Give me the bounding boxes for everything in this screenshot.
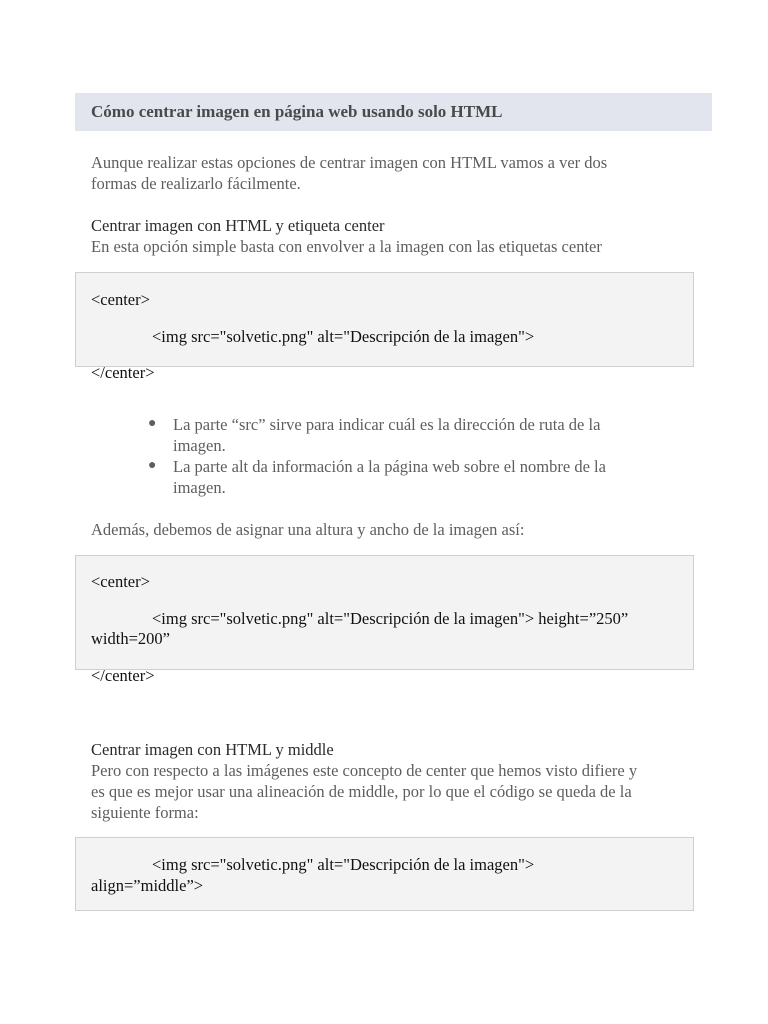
code1-img-tag: <img src="solvetic.png" alt="Descripción de la imagen"> bbox=[152, 327, 535, 346]
section1-title: Centrar imagen con HTML y etiqueta center bbox=[91, 216, 385, 235]
code3-line-2: align=”middle”> bbox=[91, 876, 204, 895]
section2-paragraph bbox=[91, 760, 637, 823]
bullet-2-line-1: La parte alt da información a la página web sobre el nombre de la bbox=[173, 457, 606, 476]
bullet-icon: ● bbox=[148, 458, 157, 473]
section2-line-2: es que es mejor usar una alineación de middle, por lo que el código se queda de la bbox=[91, 782, 632, 801]
code2-img-line-1: <img src="solvetic.png" alt="Descripción de la imagen"> height=”250” bbox=[152, 609, 629, 628]
code2-img-line-2: width=200” bbox=[91, 629, 170, 648]
section1-description: En esta opción simple basta con envolver a la imagen con las etiquetas center bbox=[91, 237, 602, 256]
page-title: Cómo centrar imagen en página web usando solo HTML bbox=[91, 102, 503, 121]
bullet-icon: ● bbox=[148, 416, 157, 431]
intro-paragraph bbox=[91, 152, 607, 194]
code2-close-tag: </center> bbox=[91, 666, 155, 685]
bullet-1-line-2: imagen. bbox=[173, 436, 226, 455]
section2-title: Centrar imagen con HTML y middle bbox=[91, 740, 334, 759]
section2-line-3: siguiente forma: bbox=[91, 803, 199, 822]
code-block-1 bbox=[75, 272, 694, 367]
bullet-list bbox=[148, 414, 668, 498]
code1-close-tag: </center> bbox=[91, 363, 155, 382]
size-note: Además, debemos de asignar una altura y ancho de la imagen así: bbox=[91, 520, 525, 539]
list-item bbox=[148, 456, 668, 498]
intro-line-1: Aunque realizar estas opciones de centrar imagen con HTML vamos a ver dos bbox=[91, 153, 608, 172]
section2-line-1: Pero con respecto a las imágenes este concepto de center que hemos visto difiere y bbox=[91, 761, 638, 780]
bullet-1-line-1: La parte “src” sirve para indicar cuál es la dirección de ruta de la bbox=[173, 415, 601, 434]
code1-open-tag: <center> bbox=[91, 290, 150, 309]
code2-open-tag: <center> bbox=[91, 572, 150, 591]
code3-line-1: <img src="solvetic.png" alt="Descripción de la imagen"> bbox=[152, 855, 535, 874]
intro-line-2: formas de realizarlo fácilmente. bbox=[91, 174, 301, 193]
bullet-2-line-2: imagen. bbox=[173, 478, 226, 497]
list-item bbox=[148, 414, 668, 456]
